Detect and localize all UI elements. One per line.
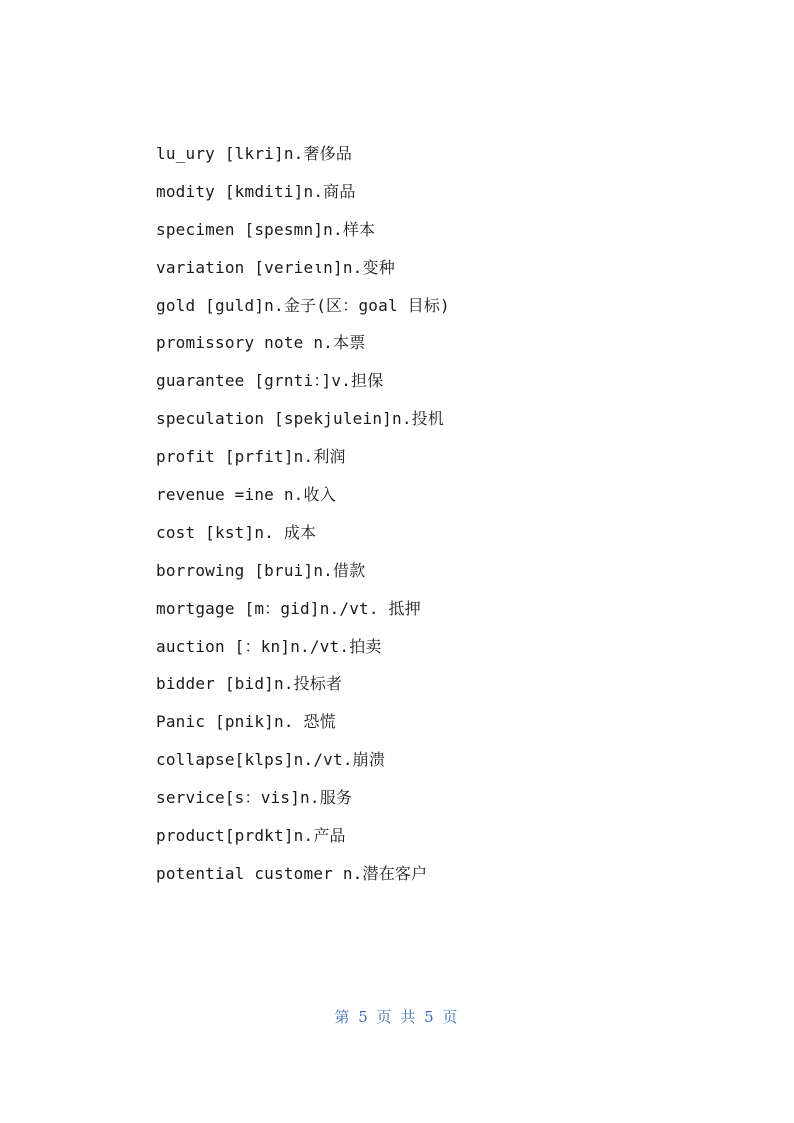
page-number-footer: 第 5 页 共 5 页 — [334, 1008, 460, 1026]
vocab-entry: collapse[klps]n./vt.崩溃 — [156, 750, 386, 770]
vocab-entry: promissory note n.本票 — [156, 333, 366, 353]
vocab-entry: variation [verieιn]n.变种 — [156, 257, 395, 277]
vocabulary-list — [156, 140, 716, 898]
vocab-entry: speculation [spekjulein]n.投机 — [156, 409, 445, 429]
vocab-entry: lu_ury [lkri]n.奢侈品 — [156, 144, 353, 163]
vocab-entry: service[s：vis]n.服务 — [156, 788, 353, 808]
vocab-entry: potential customer n.潜在客户 — [156, 863, 428, 883]
vocab-entry: auction [：kn]n./vt.拍卖 — [156, 636, 382, 656]
vocab-entry: bidder [bid]n.投标者 — [156, 674, 343, 694]
vocab-entry: Panic [pnik]n. 恐慌 — [156, 712, 336, 732]
vocab-entry: profit [prfit]n.利润 — [156, 447, 346, 467]
vocab-entry: revenue =ine n.收入 — [156, 485, 336, 505]
vocab-entry: modity [kmditi]n.商品 — [156, 181, 356, 201]
vocab-entry: cost [kst]n. 成本 — [156, 522, 317, 542]
vocab-entry: specimen [spesmn]n.样本 — [156, 219, 376, 239]
vocab-entry: gold [guld]n.金子(区：goal 目标) — [156, 295, 450, 315]
vocab-entry: borrowing [brui]n.借款 — [156, 560, 366, 580]
vocab-entry: product[prdkt]n.产品 — [156, 826, 346, 846]
vocab-entry: guarantee [grnti：]v.担保 — [156, 371, 384, 391]
vocab-entry: mortgage [m：gid]n./vt. 抵押 — [156, 598, 421, 618]
